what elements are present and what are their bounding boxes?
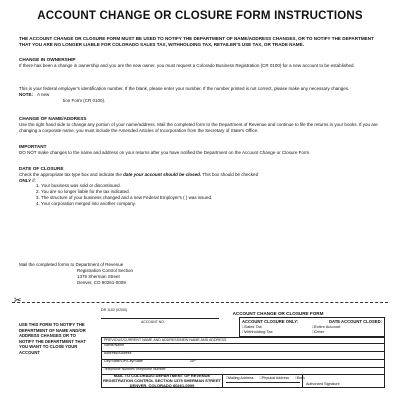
mail-line: Denver, CO 80261-0009 (77, 280, 126, 285)
ownership-heading: CHANGE IN OWNERSHIP (19, 57, 76, 62)
closure-reasons (19, 183, 383, 207)
account-number-field[interactable] (101, 318, 219, 319)
ownership-section (19, 57, 383, 69)
fein-section (19, 86, 383, 103)
signature-line[interactable] (226, 382, 300, 383)
mail-to-block: MAIL TO COLORADO DEPARTMENT OF REVENUE REGISTRATION CONTROL SECTION 1375 SHERMAN STREET DENVER, COLORADO 80261-0009 (103, 373, 221, 388)
list-item: 3. The structure of your business changed and a new Federal Employer's ( ) was issued. (41, 195, 383, 201)
name-label: Name/Name (104, 343, 125, 347)
form-header: ACCOUNT CHANGE OR CLOSURE FORM (232, 311, 324, 316)
form-number: DR 1102 (02/00) (101, 308, 128, 312)
closure-options (242, 324, 382, 334)
account-number-label: ACCOUNT NO. (141, 320, 165, 324)
mailing-instructions (19, 262, 133, 286)
grid-header: PREVIOUS/CURRENT NAME AND ADDRESS/NEW NAME AND ADDRESS (104, 338, 227, 342)
account-closure-box (239, 317, 385, 337)
signature-label: Authorized Signature (306, 382, 340, 386)
other-checkbox[interactable]: □ Other (312, 329, 382, 334)
list-item: 2. You are no longer liable for the tax indicated. (41, 189, 383, 195)
change-closure-form (101, 308, 385, 388)
important-section (19, 144, 383, 156)
note-line-1: A new (37, 91, 50, 97)
only-word: ONLY (19, 177, 32, 183)
name-address-section (19, 116, 383, 133)
entire-account-checkbox[interactable]: □ Entire Account (312, 324, 382, 329)
closure-date-heading: DATE OF CLOSURE (19, 166, 64, 171)
list-item: 4. Your corporation merged into another company. (41, 201, 383, 207)
important-heading: IMPORTANT (19, 144, 47, 149)
grid-divider (222, 374, 223, 387)
closure-text-after: This box should be checked (202, 171, 259, 177)
mail-line: 1375 Sherman Street (77, 274, 120, 279)
closure-text-before: Check the appropriate tax type box and indicate the (19, 171, 122, 177)
cut-line (12, 302, 388, 303)
closure-date-section (19, 166, 383, 207)
physical-address-checkbox[interactable]: □ Physical Address (260, 376, 290, 381)
note-label: NOTE: (19, 91, 33, 97)
sales-tax-checkbox[interactable]: □ Sales Tax (242, 324, 312, 329)
ownership-text: If there has been a change in ownership and you are the new owner, you must request a Colorado Business Registration (CR 0100) for a new account to be established. (19, 62, 355, 68)
important-text: DO NOT make changes to the name and address on your returns after you have notified the Department on the Account Change or Closure Form. (19, 149, 311, 155)
name-address-heading: CHANGE OF NAME/ADDRESS (19, 116, 87, 121)
form-usage-note: USE THIS FORM TO NOTIFY THE DEPARTMENT OF NAME AND/OR ADDRESS CHANGES OR TO NOTIFY THE DEPARTMENT THAT YOU WANT TO CLOSE YOUR ACCOUNT (19, 322, 86, 355)
intro-paragraph: THE ACCOUNT CHANGE OR CLOSURE FORM MUST BE USED TO NOTIFY THE DEPARTMENT OF NAME/ADDRESS CHANGES, OR TO NOTIFY THE DEPARTMENT THAT YOU ARE NO LONGER LIABLE FOR COLORADO SALES TAX, WITHHOLDING TAX, RETAILER'S USE TAX, OR TRADE NAME. (19, 36, 374, 47)
list-item: 1. Your business was sold or discontinued. (41, 183, 383, 189)
closure-date-label: DATE ACCOUNT CLOSED: (328, 319, 382, 324)
fein-text: This is your federal employer's identification number. If the blank, please enter your number. If the number printed is not correct, please make any necessary changes. (19, 86, 350, 91)
note-line-2: tion Form (CR 0100). (63, 97, 106, 103)
name-address-text: Use the right hand side to change any portion of your name/address. Mail the completed form to the Department of Revenue and continue to file the returns in your books. If you are changing a corporate name, you must include the Amended Articles of Incorporation from the Secretary of State's Office. (19, 121, 378, 133)
closure-text-emph: date your account should be closed. (123, 171, 202, 177)
address-type-options (226, 376, 305, 381)
address-grid (101, 337, 385, 388)
phone-label: Telephone Number/Telephone Number (104, 367, 166, 371)
scissors-icon: ✂ (14, 295, 22, 305)
if-word: if: (32, 177, 36, 183)
city-label: City/State/ZIP/City/State (104, 359, 143, 363)
mail-line: Registration Control Section (77, 268, 134, 273)
both-checkbox[interactable]: □ Both (295, 376, 305, 381)
page-title: ACCOUNT CHANGE OR CLOSURE FORM INSTRUCTIONS (37, 10, 363, 22)
mailing-address-checkbox[interactable]: □ Mailing Address (226, 376, 254, 381)
mail-intro: Mail the completed forms to Department of Revenue (19, 262, 124, 267)
address-label: Address/Address (104, 351, 132, 355)
zip-label: ZIP (190, 359, 196, 363)
withholding-tax-checkbox[interactable]: □ Withholding Tax (242, 329, 312, 334)
closure-title: ACCOUNT CLOSURE ONLY: (242, 319, 299, 324)
